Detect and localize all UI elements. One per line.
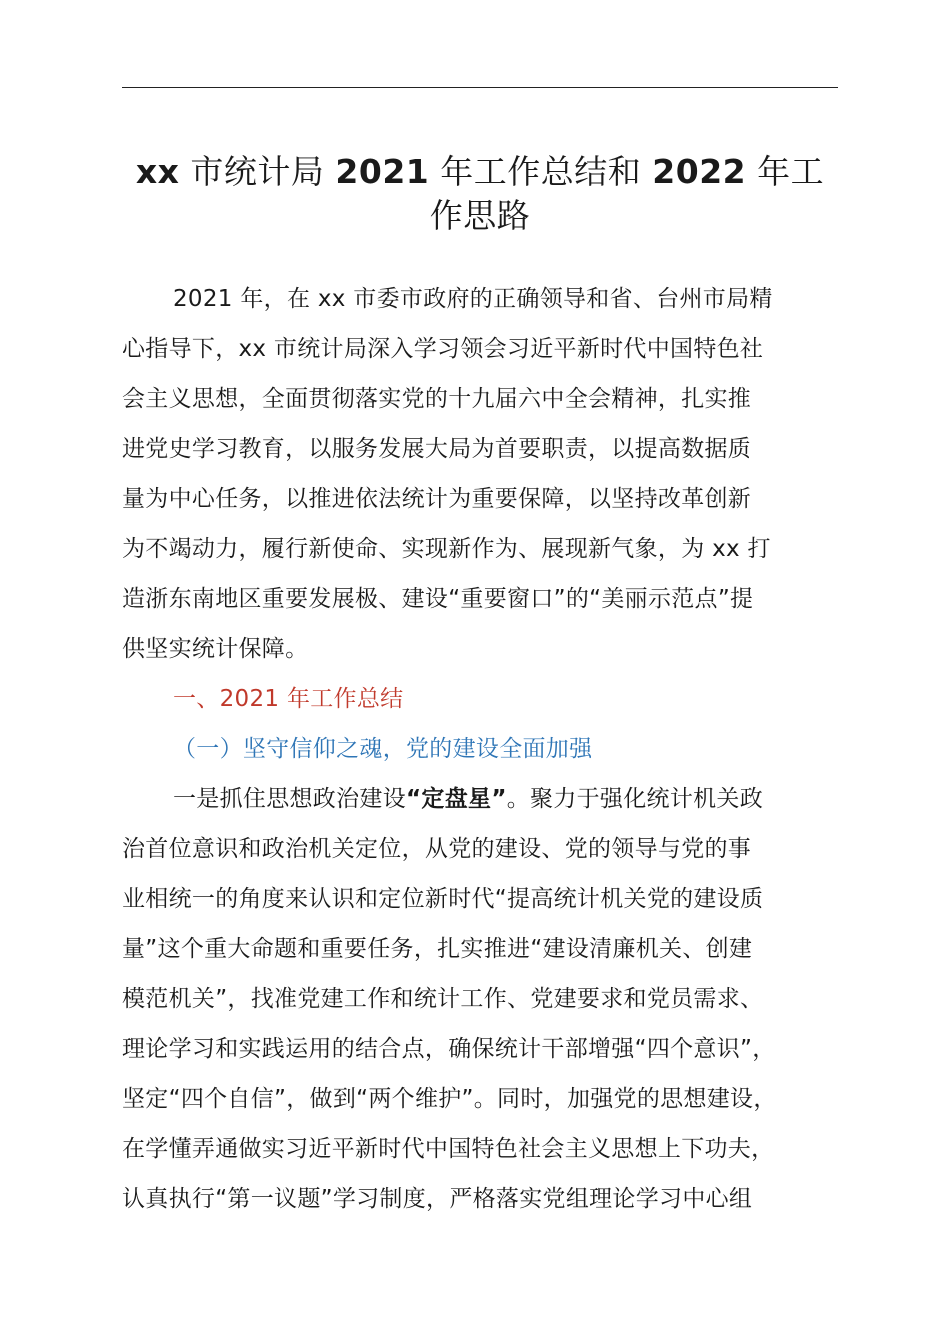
subsection-heading: （一）坚守信仰之魂，党的建设全面加强 — [173, 736, 593, 762]
intro-line: 量为中心任务，以推进依法统计为重要保障，以坚持改革创新 — [122, 486, 752, 512]
title-part-2: 年工作总结和 — [429, 152, 653, 191]
section-heading: 一、2021 年工作总结 — [173, 686, 404, 712]
paragraph-line: 认真执行“第一议题”学习制度，严格落实党组理论学习中心组 — [122, 1186, 753, 1212]
paragraph-line: 在学懂弄通做实习近平新时代中国特色社会主义思想上下功夫， — [122, 1136, 775, 1162]
paragraph-line: 业相统一的角度来认识和定位新时代“提高统计机关党的建设质 — [122, 886, 764, 912]
intro-line: 供坚实统计保障。 — [122, 636, 309, 662]
title-year-1: 2021 — [335, 152, 430, 191]
intro-line: 会主义思想，全面贯彻落实党的十九届六中全会精神，扎实推 — [122, 386, 752, 412]
title-line-1 — [110, 150, 850, 194]
paragraph-line: 坚定“四个自信”，做到“两个维护”。同时，加强党的思想建设， — [122, 1086, 777, 1112]
paragraph-line: 理论学习和实践运用的结合点，确保统计干部增强“四个意识”， — [122, 1036, 776, 1062]
paragraph-emphasis: “定盘星” — [406, 786, 507, 812]
intro-line: 造浙东南地区重要发展极、建设“重要窗口”的“美丽示范点”提 — [122, 586, 754, 612]
document-title — [110, 150, 850, 238]
paragraph-line: 模范机关”，找准党建工作和统计工作、党建要求和党员需求、 — [122, 986, 764, 1012]
title-prefix: xx — [135, 152, 180, 191]
title-year-2: 2022 — [652, 152, 747, 191]
paragraph-first-line — [173, 784, 913, 814]
intro-line: 进党史学习教育，以服务发展大局为首要职责，以提高数据质 — [122, 436, 752, 462]
title-part-1: 市统计局 — [179, 152, 336, 191]
intro-line: 为不竭动力，履行新使命、实现新作为、展现新气象，为 xx 打 — [122, 536, 771, 562]
title-line-2: 作思路 — [429, 196, 531, 235]
paragraph-line: 量”这个重大命题和重要任务，扎实推进“建设清廉机关、创建 — [122, 936, 753, 962]
paragraph-line: 治首位意识和政治机关定位，从党的建设、党的领导与党的事 — [122, 836, 752, 862]
header-rule — [122, 87, 838, 88]
intro-line: 心指导下，xx 市统计局深入学习领会习近平新时代中国特色社 — [122, 336, 764, 362]
intro-line: 2021 年，在 xx 市委市政府的正确领导和省、台州市局精 — [173, 286, 773, 312]
paragraph-lead: 一是抓住思想政治建设 — [173, 786, 406, 812]
paragraph-rest: 。聚力于强化统计机关政 — [506, 786, 764, 812]
title-part-3: 年工 — [746, 152, 825, 191]
